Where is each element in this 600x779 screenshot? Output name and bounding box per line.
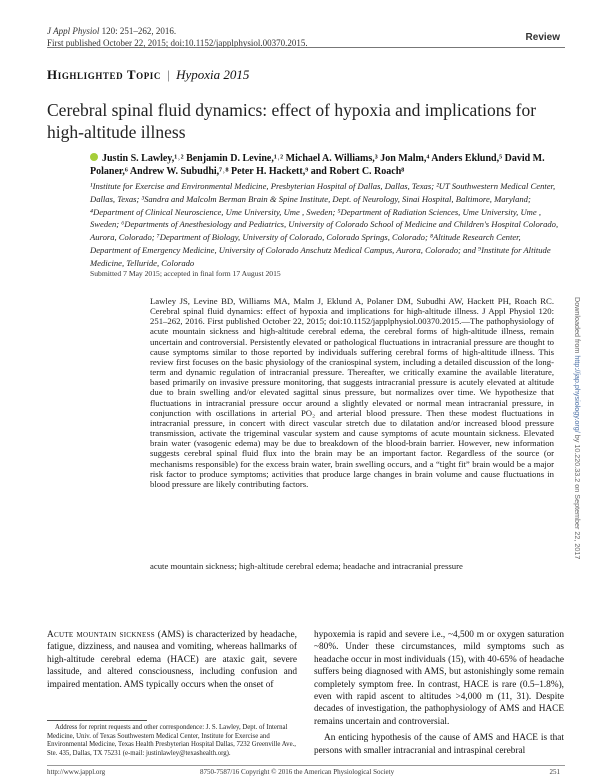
affiliations: ¹Institute for Exercise and Environmental Medicine, Presbyterian Hospital of Dallas, Dallas, Texas; ²UT Southwestern Medical Center, Dallas, Texas; ³Sandra and Malcolm Berman Brain & Spine Institute, Dept. of Neurology, Sinai Hospital, Baltimore, Maryland; ⁴Department of Clinical Neuroscience, Ume University, Ume , Sweden; ⁵Department of Radiation Sciences, Ume University, Ume , Sweden; ⁶Departments of Anesthesiology and Pediatrics, University of Colorado School of Medicine and Children's Hospital Colorado, Aurora, Colorado; ⁷Department of Biology, University of Colorado, Colorado Springs, Colorado; ⁸Altitude Research Center, Department of Emergency Medicine, University of Colorado Anschutz Medical Campus, Aurora, Colorado; and ⁹Institute for Altitude Medicine, Telluride, Colorado: [90, 181, 559, 268]
footnote-rule: [47, 720, 147, 721]
journal-name: J Appl Physiol: [47, 26, 100, 36]
submission-dates: Submitted 7 May 2015; accepted in final form 17 August 2015: [90, 269, 281, 278]
article-title: Cerebral spinal fluid dynamics: effect of hypoxia and implications for high-altitude illness: [47, 100, 537, 142]
topic-separator: |: [167, 67, 170, 82]
abstract-citation-authors: Lawley JS, Levine BD, Williams MA, Malm J, Eklund A, Polaner DM, Subudhi AW, Hackett PH, Roach RC.: [150, 296, 554, 306]
download-suffix: by 10.220.33.2 on September 22, 2017: [573, 432, 582, 560]
keywords: acute mountain sickness; high-altitude cerebral edema; headache and intracranial pressure: [150, 561, 463, 571]
highlighted-topic: [47, 67, 249, 83]
journal-header: [47, 25, 308, 49]
download-notice: [573, 297, 582, 559]
body-right-column: [314, 629, 564, 761]
body-right-paragraph-2: An enticing hypothesis of the cause of AMS and HACE is that persons with smaller intracranial and intraspinal cerebral: [314, 733, 564, 756]
journal-url-link[interactable]: http://www.jappl.org: [47, 768, 106, 776]
correspondence-footnote: Address for reprint requests and other correspondence: J. S. Lawley, Dept. of Internal Medicine, Univ. of Texas Southwestern Medical Center, Institute for Exercise and Environmental Medicine, Texas Health Presbyterian Hospital Dallas, 7232 Greenville Ave., Ste. 435, Dallas, TX 75231 (e-mail: justinlawley@texashealth.org).: [47, 724, 296, 757]
abstract: [150, 296, 554, 489]
body-left-column: [47, 629, 297, 691]
orcid-icon[interactable]: [90, 153, 98, 161]
body-right-paragraph-1: hypoxemia is rapid and severe i.e., ~4,500 m or oxygen saturation ~80%. Under these circumstances, mild symptoms such as headache occur in most individuals (15), with 40-65% of headache suffers being diagnosed with AMS, but astonishingly some remain completely symptom free. In contrast, HACE is rare (0.5–1.8%), even with rapid ascent to altitudes >4,000 m (11, 31). Despite decades of investigation, the pathophysiology of AMS and HACE remains uncertain and controversial.: [314, 630, 564, 727]
download-watermark: [572, 297, 584, 597]
copyright-line: 8750-7587/16 Copyright © 2016 the American Physiological Society: [200, 768, 395, 776]
abstract-body: Cerebral spinal fluid dynamics: effect of hypoxia and implications for high-altitude illness. J Appl Physiol 120: 251–262, 2016. First published October 22, 2015; doi:10.1152/japplphysiol.00370.2015.—The pathophysiology of acute mountain sickness and high-altitude cerebral edema, the cerebral forms of high-altitude illness, remain uncertain and controversial. Persistently elevated or pathological fluctuations in intracranial pressure are thought to cause symptoms similar to those reported by individuals suffering cerebral forms of high-altitude illness. This review first focuses on the basic physiology of the craniospinal system, including a detailed discussion of the long-term and dynamic regulation of intracranial pressure. Thereafter, we critically examine the available literature, based primarily on invasive pressure monitoring, that suggests intracranial pressure is acutely elevated at altitude due to brain swelling and/or elevated sagittal sinus pressure, but normalizes over time. We hypothesize that fluctuations in intracranial pressure occur around a slightly elevated or normal mean intracranial pressure, in conjunction with oscillations in arterial PO₂ and arterial blood pressure. Then these modest fluctuations in intracranial pressure, in concert with direct vascular stretch due to dilatation and/or increased blood pressure transmission, activate the trigeminal vascular system and cause symptoms of acute mountain sickness. Elevated brain water (vasogenic edema) may be due to breakdown of the blood-brain barrier. However, new information suggests cerebral spinal fluid flux into the brain may be an important factor. Regardless of the source (or mechanisms responsible) for the excess brain water, brain swelling occurs, and a “tight fit” brain would be a major risk factor to produce symptoms; activities that produce large changes in brain volume and cause fluctuations in blood pressure are likely contributing factors.: [150, 306, 554, 489]
section-label: Review: [525, 32, 560, 43]
page-number: 251: [549, 768, 560, 776]
published-line: First published October 22, 2015; doi:10.1152/japplphysiol.00370.2015.: [47, 38, 308, 48]
footer-rule: [47, 765, 565, 766]
topic-label: Highlighted Topic: [47, 67, 162, 82]
lead-in: Acute mountain sickness: [47, 630, 155, 640]
header-rule: [47, 47, 565, 48]
download-link[interactable]: http://jap.physiology.org/: [573, 355, 582, 433]
topic-name: Hypoxia 2015: [176, 67, 250, 82]
author-list: [90, 152, 560, 178]
journal-citation: 120: 251–262, 2016.: [99, 26, 177, 36]
authors-text: Justin S. Lawley,¹˒² Benjamin D. Levine,¹˒² Michael A. Williams,³ Jon Malm,⁴ Anders Eklund,⁵ David M. Polaner,⁶ Andrew W. Subudhi,⁷˒⁸ Peter H. Hackett,⁹ and Robert C. Roach⁸: [90, 153, 545, 177]
body-left-text: (AMS) is characterized by headache, fatigue, dizziness, and nausea and vomiting, whereas hallmarks of high-altitude cerebral edema (HACE) are ataxic gait, severe lassitude, and altered consciousness, including confusion and impaired mentation. AMS typically occurs when the onset of: [47, 630, 298, 690]
download-prefix: Downloaded from: [573, 297, 582, 356]
